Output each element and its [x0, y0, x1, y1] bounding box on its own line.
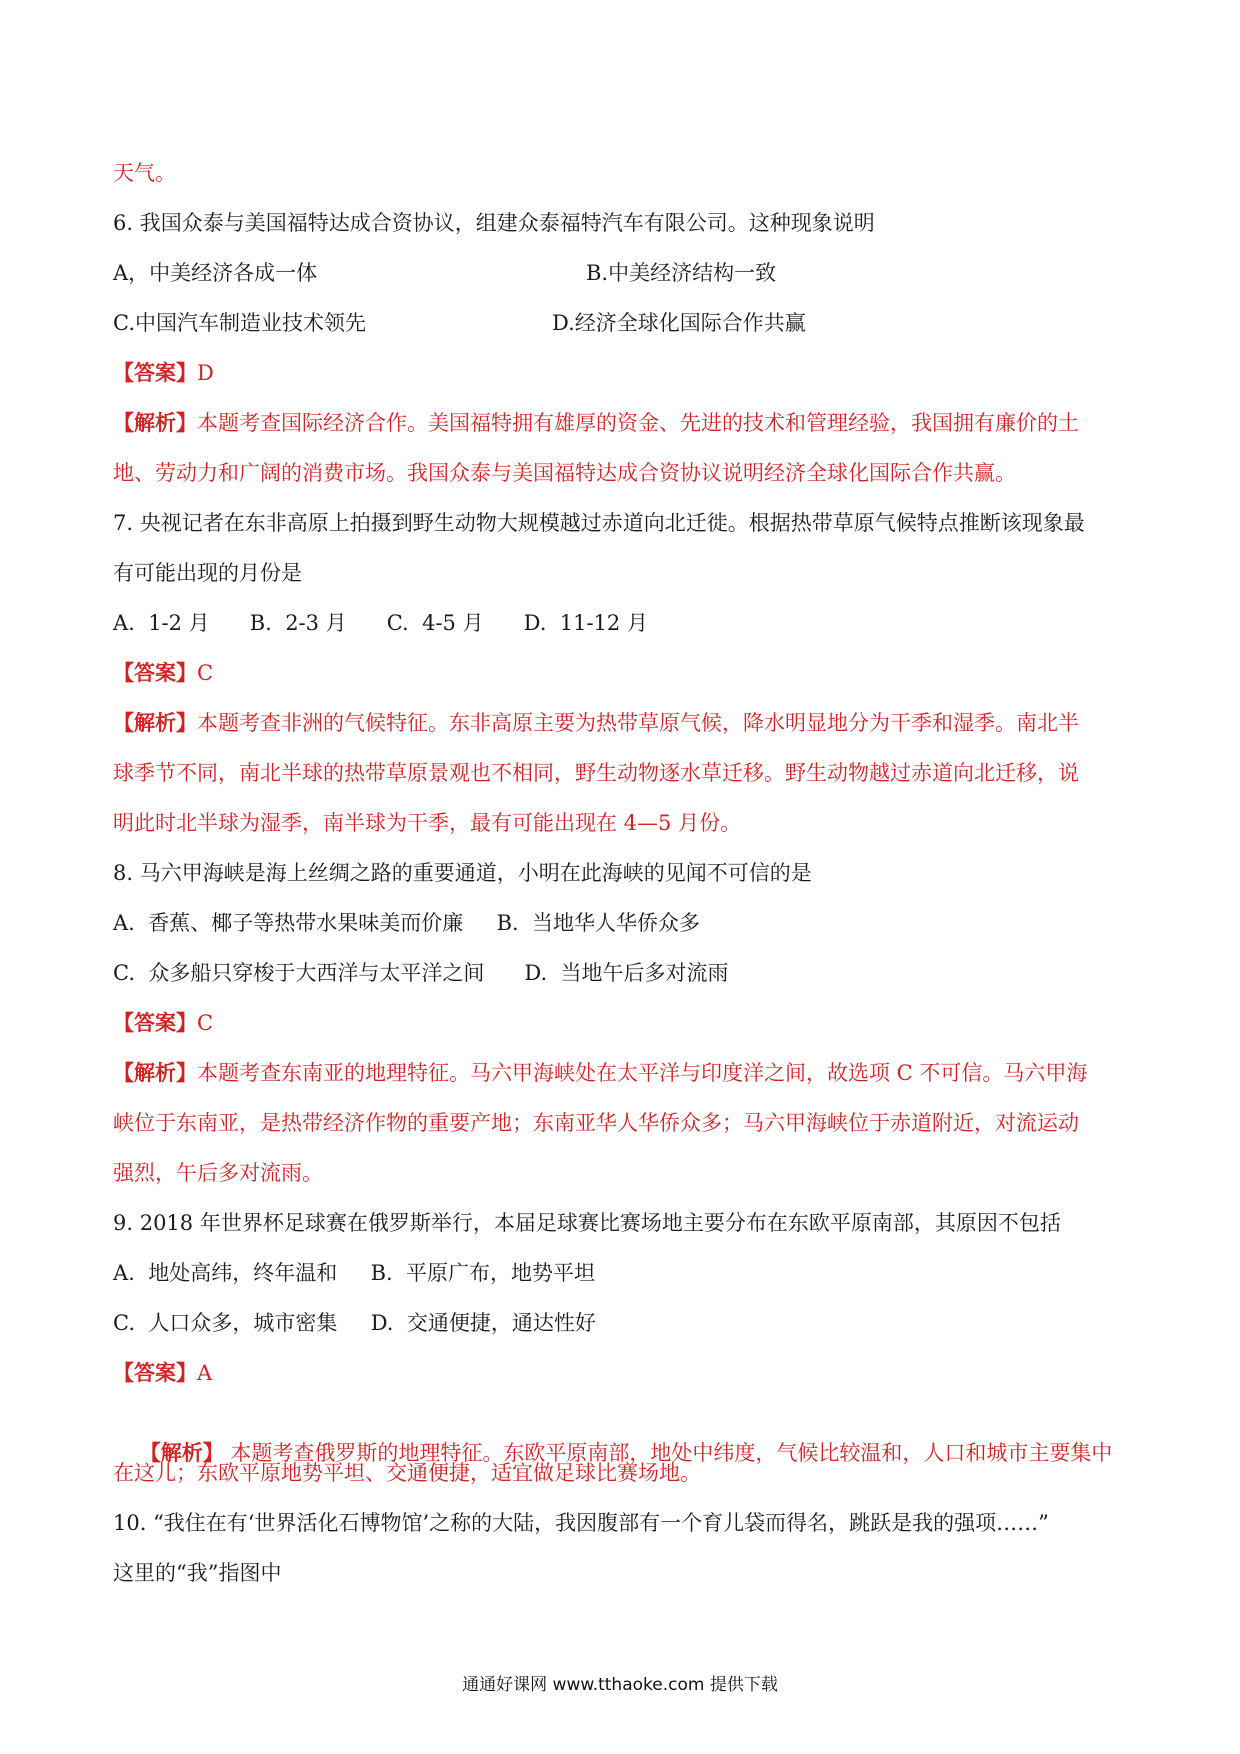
analysis-tag: 【解析】 — [113, 1060, 197, 1085]
q9-stem: 9. 2018 年世界杯足球赛在俄罗斯举行，本届足球赛比赛场地主要分布在东欧平原南部，其原因不包括 — [113, 1211, 1061, 1235]
q10-stem-line-2: 这里的“我”指图中 — [113, 1561, 282, 1585]
q6-options-cd — [113, 308, 1140, 338]
analysis-tag: 【解析】 — [113, 710, 197, 735]
answer-tag: 【答案】 — [113, 1010, 197, 1035]
q8-stem: 8. 马六甲海峡是海上丝绸之路的重要通道，小明在此海峡的见闻不可信的是 — [113, 861, 812, 885]
q6-analysis-line-2: 地、劳动力和广阔的消费市场。我国众泰与美国福特达成合资协议说明经济全球化国际合作共赢。 — [113, 461, 1016, 485]
analysis-text: 本题考查国际经济合作。美国福特拥有雄厚的资金、先进的技术和管理经验，我国拥有廉价的土 — [197, 411, 1079, 435]
q9-options-cd: C. 人口众多，城市密集 D. 交通便捷，通达性好 — [113, 1311, 596, 1335]
analysis-text: 本题考查非洲的气候特征。东非高原主要为热带草原气候，降水明显地分为干季和湿季。南北半 — [197, 711, 1079, 735]
prev-question-tail: 天气。 — [113, 161, 176, 185]
q7-analysis-line-2: 球季节不同，南北半球的热带草原景观也不相同，野生动物逐水草迁移。野生动物越过赤道向北迁移，说 — [113, 761, 1079, 785]
page-footer: 通通好课网 www.tthaoke.com 提供下载 — [462, 1675, 778, 1695]
answer-tag: 【答案】 — [113, 660, 197, 685]
answer-tag: 【答案】 — [113, 1360, 197, 1385]
q9-answer — [113, 1358, 1140, 1388]
answer-tag: 【答案】 — [113, 360, 197, 385]
q8-options-cd: C. 众多船只穿梭于大西洋与太平洋之间 D. 当地午后多对流雨 — [113, 961, 729, 985]
answer-value: C — [197, 661, 214, 685]
q7-answer — [113, 658, 1140, 688]
answer-value: A — [197, 1361, 213, 1385]
q6-stem: 6. 我国众泰与美国福特达成合资协议，组建众泰福特汽车有限公司。这种现象说明 — [113, 211, 875, 235]
q6-answer — [113, 358, 1140, 388]
q7-options: A. 1-2 月 B. 2-3 月 C. 4-5 月 D. 11-12 月 — [113, 611, 648, 635]
analysis-text: 本题考查俄罗斯的地理特征。东欧平原南部，地处中纬度，气候比较温和，人口和城市主要集中 — [223, 1441, 1113, 1465]
q7-stem-line-2: 有可能出现的月份是 — [113, 561, 302, 585]
q9-options-ab: A. 地处高纬，终年温和 B. 平原广布，地势平坦 — [113, 1261, 596, 1285]
q7-stem-line-1: 7. 央视记者在东非高原上拍摄到野生动物大规模越过赤道向北迁徙。根据热带草原气候特点推断该现象最 — [113, 511, 1085, 535]
q9-analysis-line-2: 在这儿；东欧平原地势平坦、交通便捷，适宜做足球比赛场地。 — [113, 1461, 701, 1485]
q8-analysis-line-2: 峡位于东南亚，是热带经济作物的重要产地；东南亚华人华侨众多；马六甲海峡位于赤道附近，对流运动 — [113, 1111, 1079, 1135]
q6-option-d: D.经济全球化国际合作共赢 — [552, 311, 806, 335]
answer-value: D — [197, 361, 214, 385]
q7-analysis-line-1 — [113, 708, 1140, 738]
analysis-tag: 【解析】 — [139, 1440, 224, 1465]
q6-option-b: B.中美经济结构一致 — [586, 261, 777, 285]
q7-analysis-line-3: 明此时北半球为湿季，南半球为干季，最有可能出现在 4—5 月份。 — [113, 811, 742, 835]
q8-analysis-line-1 — [113, 1058, 1140, 1088]
q6-analysis-line-1 — [113, 408, 1140, 438]
q8-options-ab: A. 香蕉、椰子等热带水果味美而价廉 B. 当地华人华侨众多 — [113, 911, 701, 935]
q10-stem-line-1: 10. “我住在有‘世界活化石博物馆’之称的大陆，我因腹部有一个育儿袋而得名，跳跃是我的强项……” — [113, 1511, 1049, 1535]
q6-options-ab — [113, 258, 1140, 288]
answer-value: C — [197, 1011, 214, 1035]
q8-analysis-line-3: 强烈，午后多对流雨。 — [113, 1161, 323, 1185]
q6-option-c: C.中国汽车制造业技术领先 — [113, 311, 366, 335]
q8-answer — [113, 1008, 1140, 1038]
analysis-tag: 【解析】 — [113, 410, 197, 435]
analysis-text: 本题考查东南亚的地理特征。马六甲海峡处在太平洋与印度洋之间，故选项 C 不可信。马六甲海 — [197, 1061, 1088, 1085]
q6-option-a: A，中美经济各成一体 — [113, 261, 318, 285]
